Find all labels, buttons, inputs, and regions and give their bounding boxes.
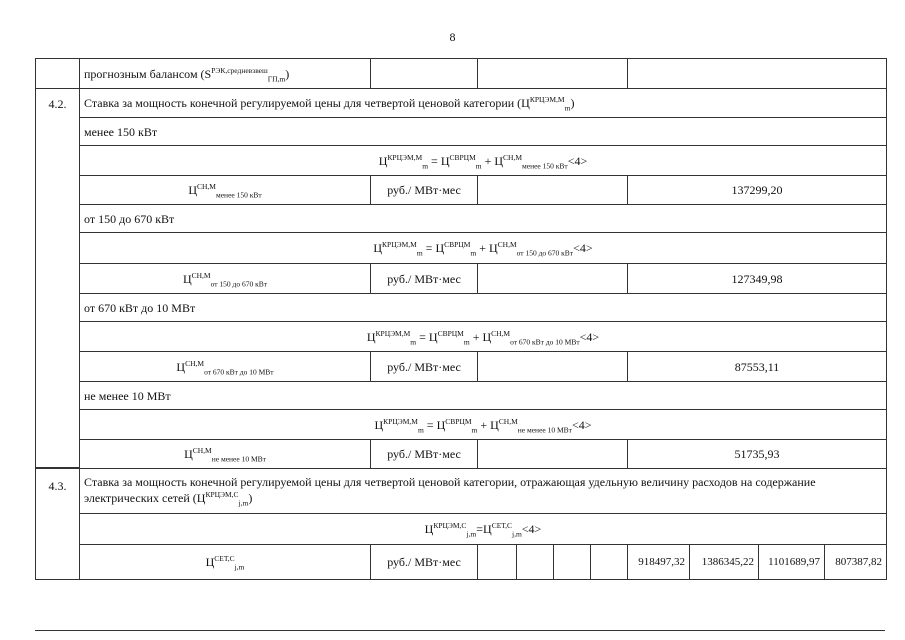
page-number: 8 — [449, 30, 456, 44]
group-value — [627, 439, 887, 469]
formula-part: j,m — [238, 498, 249, 508]
formula-part: руб./ МВт·мес — [387, 183, 461, 197]
formula-part: m — [564, 103, 571, 113]
section-4-3-blank — [590, 544, 628, 580]
formula-part: <4> — [571, 417, 592, 432]
formula-part: ГП,m — [267, 73, 286, 83]
formula-part: = — [426, 417, 434, 432]
section-4-3-blank — [553, 544, 591, 580]
group-param — [79, 263, 371, 294]
formula-part: СВРЦМ — [445, 416, 472, 426]
row-balance-number-cell — [35, 58, 80, 89]
formula-part: от 150 до 670 кВт — [84, 211, 175, 226]
section-4-3-value — [689, 544, 759, 580]
group-label — [79, 381, 887, 410]
formula-part: руб./ МВт·мес — [387, 359, 461, 374]
formula-part: менее 150 кВт — [215, 190, 262, 200]
formula-part: ) — [285, 66, 290, 81]
formula-part: Ц — [436, 417, 446, 432]
formula-part: КРЦЭМ,С — [205, 490, 239, 499]
formula-part: j,m — [234, 562, 245, 572]
formula-part: ) — [570, 96, 575, 110]
row-balance-blank-cell — [477, 58, 628, 89]
formula-part: <4> — [579, 329, 600, 344]
formula-part: Ц — [182, 271, 192, 286]
section-4-3-formula — [79, 513, 887, 545]
formula-part: = — [431, 153, 438, 168]
group-formula — [79, 409, 887, 440]
group-unit — [370, 439, 478, 469]
formula-part: Ц — [435, 241, 445, 255]
group-unit — [370, 351, 478, 382]
formula-part: менее 150 кВт — [522, 160, 568, 170]
formula-part: + — [472, 329, 480, 344]
formula-part: СН,М — [192, 446, 212, 455]
formula-part: КРЦЭМ,М — [529, 95, 565, 104]
formula-part: СН,М — [498, 416, 518, 426]
formula-part: СН,М — [503, 152, 523, 162]
formula-part: КРЦЭМ,М — [382, 240, 417, 249]
group-value — [627, 351, 887, 382]
formula-part: Ц — [188, 183, 198, 197]
formula-part: Ц — [205, 555, 215, 569]
formula-part: 51735,93 — [734, 447, 780, 461]
formula-part: Ц — [184, 447, 193, 461]
formula-part: <4> — [573, 241, 593, 255]
formula-part: руб./ МВт·мес — [387, 271, 461, 286]
formula-part: <4> — [521, 522, 542, 536]
formula-part: = — [425, 241, 433, 255]
group-blank — [477, 439, 628, 469]
formula-part: от 670 кВт до 10 МВт — [84, 300, 196, 315]
section-4-3-blank — [477, 544, 517, 580]
formula-part: 127349,98 — [731, 271, 783, 286]
formula-part: прогнозным балансом (S — [84, 66, 212, 81]
formula-part: от 670 кВт до 10 МВт — [204, 366, 274, 376]
row-balance-unit-cell — [370, 58, 478, 89]
formula-part: Ставка за мощность конечной регулируемой цены для четвертой ценовой категории (Ц — [84, 96, 530, 110]
formula-part: Ц — [440, 153, 450, 168]
section-4-3-value — [627, 544, 690, 580]
formula-part: менее 150 кВт — [84, 124, 158, 139]
formula-part: m — [463, 336, 470, 346]
formula-part: 918497,32 — [638, 556, 685, 568]
formula-part: ) — [248, 491, 253, 505]
section-4-3-blank — [516, 544, 554, 580]
formula-part: m — [417, 424, 424, 434]
formula-part: СЕТ,С — [491, 521, 512, 530]
group-label — [79, 117, 887, 146]
group-blank — [477, 351, 628, 382]
formula-part: не менее 10 МВт — [211, 454, 266, 464]
section-4-2-title — [79, 88, 887, 118]
formula-part: <4> — [567, 153, 588, 168]
formula-part: + — [479, 241, 486, 255]
group-formula — [79, 232, 887, 264]
formula-part: Ц — [482, 329, 492, 344]
formula-part: не менее 10 МВт — [84, 388, 171, 403]
section-4-3-unit — [370, 544, 478, 580]
formula-part: Ц — [424, 522, 434, 536]
row-balance-value-cell — [627, 58, 887, 89]
group-unit — [370, 175, 478, 205]
formula-part: Ц — [374, 417, 384, 432]
formula-part: руб./ МВт·мес — [387, 447, 461, 461]
formula-part: СЕТ,С — [214, 554, 235, 563]
formula-part: j,m — [511, 529, 522, 539]
formula-part: 87553,11 — [734, 359, 780, 374]
formula-part: Ц — [373, 241, 383, 255]
formula-part: m — [410, 336, 417, 346]
formula-part: СН,М — [185, 358, 205, 368]
formula-part: m — [470, 248, 477, 258]
formula-part: 137299,20 — [731, 183, 783, 197]
group-value — [627, 263, 887, 294]
group-param — [79, 351, 371, 382]
row-balance-label — [79, 58, 371, 89]
formula-part: СН,М — [197, 182, 216, 191]
formula-part: СВРЦМ — [437, 328, 464, 338]
section-4-3-value — [824, 544, 887, 580]
formula-part: 4.2. — [48, 97, 67, 111]
formula-part: m — [471, 424, 478, 434]
formula-part: 807387,82 — [835, 556, 882, 568]
formula-part: СВРЦМ — [444, 240, 471, 249]
formula-part: 4.3. — [48, 479, 67, 493]
formula-part: m — [422, 160, 429, 170]
formula-part: КРЦЭМ,М — [383, 416, 418, 426]
formula-part: СН,М — [191, 270, 211, 280]
formula-part: + — [480, 417, 488, 432]
formula-part: СН,М — [491, 328, 511, 338]
formula-part: 1101689,97 — [768, 556, 820, 568]
group-label — [79, 293, 887, 322]
formula-part: j,m — [466, 529, 477, 539]
section-4-3-title — [79, 468, 887, 514]
group-param — [79, 175, 371, 205]
formula-part: Ц — [483, 522, 492, 536]
formula-part: СВРЦМ — [449, 152, 476, 162]
group-label — [79, 204, 887, 233]
formula-part: не менее 10 МВт — [517, 424, 572, 434]
formula-part: Ц — [490, 417, 499, 432]
group-blank — [477, 263, 628, 294]
formula-part: Ц — [489, 241, 498, 255]
formula-part: РЭК,средневзвеш — [211, 65, 268, 75]
formula-part: Ц — [176, 359, 186, 374]
formula-part: от 150 до 670 кВт — [516, 248, 574, 258]
section-4-3-number — [35, 468, 80, 580]
formula-part: m — [416, 248, 423, 258]
section-4-2-number — [35, 88, 80, 468]
group-param — [79, 439, 371, 469]
formula-part: от 670 кВт до 10 МВт — [510, 336, 580, 346]
formula-part: + — [484, 153, 492, 168]
formula-part: Ц — [428, 329, 438, 344]
group-formula — [79, 321, 887, 352]
formula-part: Ц — [494, 153, 504, 168]
formula-part: Ставка за мощность конечной регулируемой цены для четвертой ценовой категории, отражающая удельную величину расходов на содержание электрических сетей (Ц — [84, 475, 816, 505]
formula-part: = — [476, 522, 484, 536]
formula-part: Ц — [366, 329, 376, 344]
formula-part: КРЦЭМ,С — [433, 521, 467, 530]
formula-part: m — [475, 160, 482, 170]
formula-part: руб./ МВт·мес — [387, 555, 461, 569]
page-bottom-rule — [35, 630, 885, 631]
formula-part: КРЦЭМ,М — [387, 152, 423, 162]
section-4-3-param — [79, 544, 371, 580]
formula-part: 1386345,22 — [701, 556, 754, 568]
formula-part: = — [419, 329, 426, 344]
formula-part: СН,М — [497, 240, 517, 249]
section-4-3-value — [758, 544, 825, 580]
group-formula — [79, 145, 887, 176]
formula-part: от 150 до 670 кВт — [210, 278, 268, 288]
group-blank — [477, 175, 628, 205]
group-unit — [370, 263, 478, 294]
formula-part: КРЦЭМ,М — [375, 328, 411, 338]
group-value — [627, 175, 887, 205]
formula-part: Ц — [378, 153, 388, 168]
